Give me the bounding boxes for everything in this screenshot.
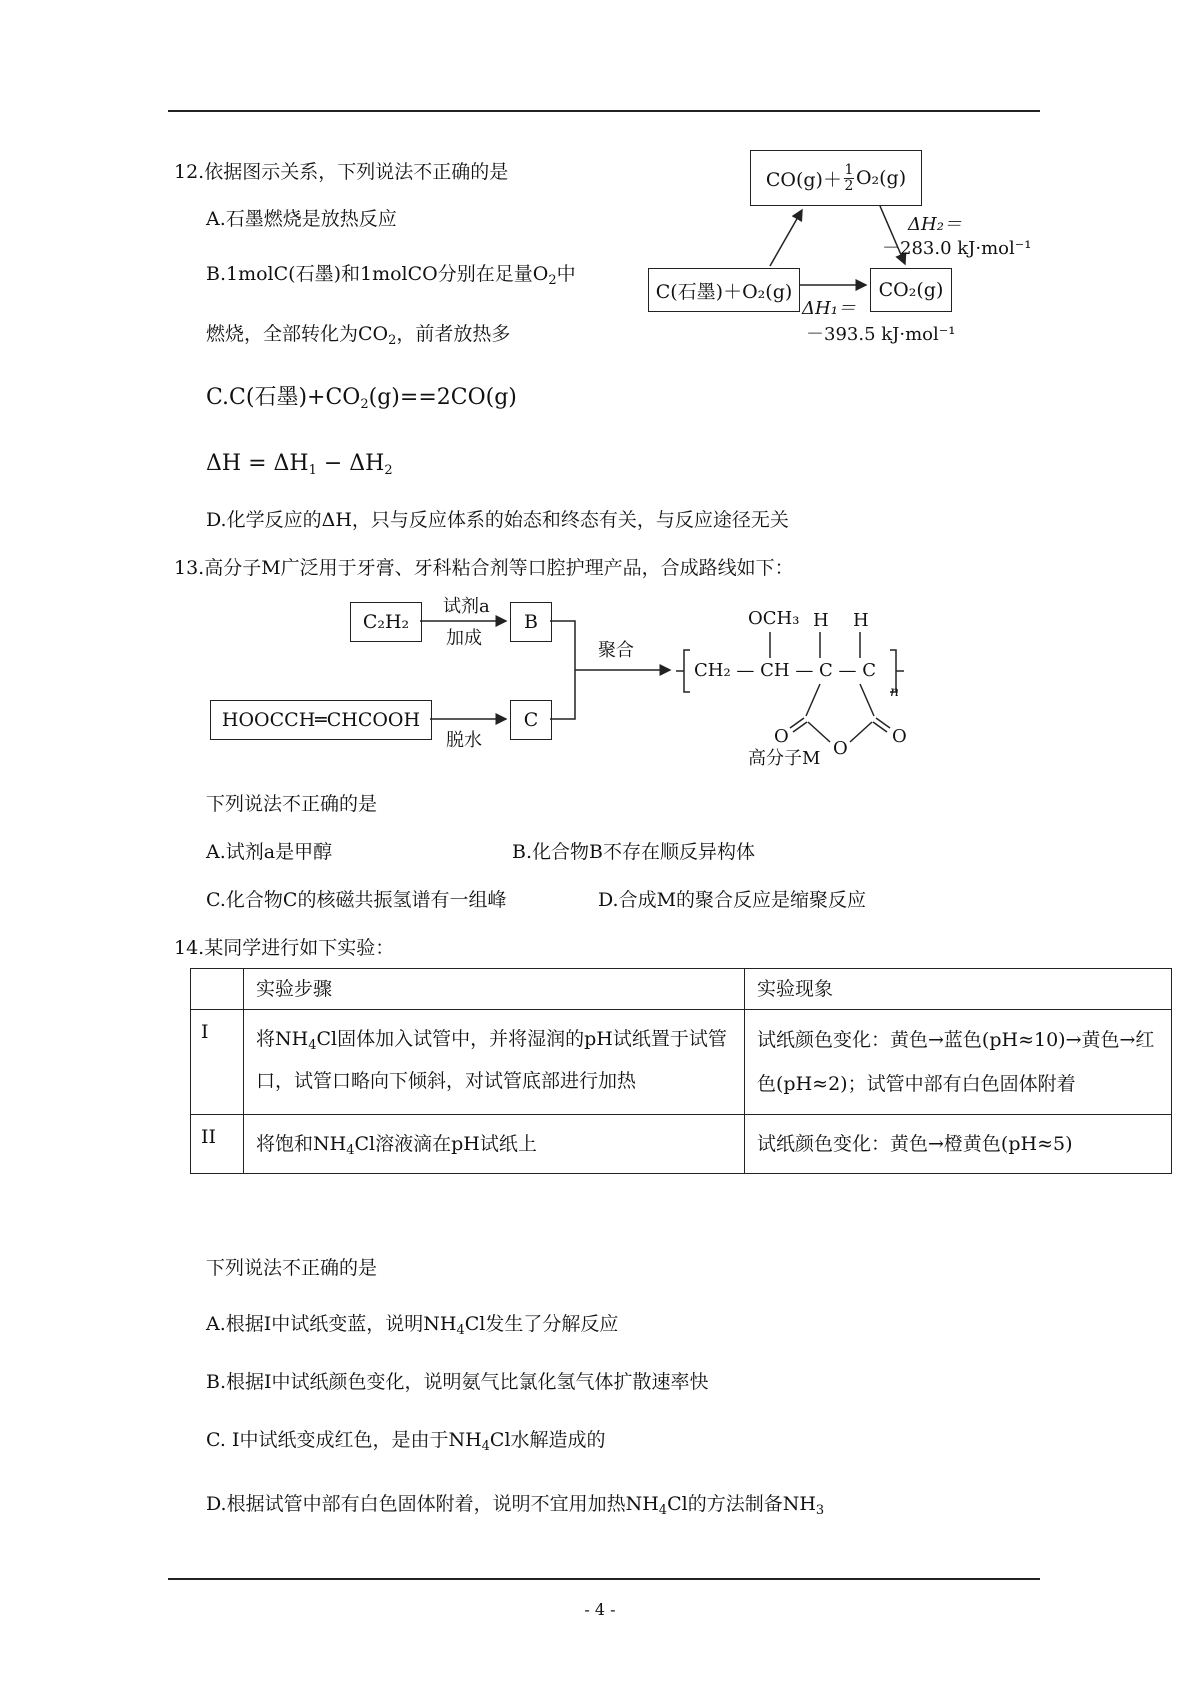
- q14-stem: 14.某同学进行如下实验：: [174, 937, 395, 959]
- table-row: [191, 1115, 1172, 1174]
- row1-number: I: [191, 1010, 244, 1115]
- polymer-name: 高分子M: [748, 748, 821, 769]
- page-number: - 4 -: [584, 1600, 616, 1619]
- q13-sub-stem: 下列说法不正确的是: [206, 793, 378, 815]
- q13-option-b: B.化合物B不存在顺反异构体: [512, 841, 755, 863]
- dh2-label: ΔH₂＝: [908, 214, 962, 235]
- header-blank: [191, 969, 244, 1010]
- row1-observation: 试纸颜色变化：黄色→蓝色(pH≈10)→黄色→红色(pH≈2)；试管中部有白色固体附着: [745, 1010, 1172, 1115]
- q14-option-c: C. I中试纸变成红色，是由于$NH_4Cl$水解造成的: [206, 1429, 606, 1454]
- q12-option-b-line2: 燃烧，全部转化为$CO_2$，前者放热多: [206, 323, 511, 348]
- q14-experiment-table: [190, 968, 1172, 1174]
- footer-rule: [168, 1578, 1040, 1580]
- q13-option-c: C.化合物C的核磁共振氢谱有一组峰: [206, 889, 507, 911]
- q12-option-b-line1: B.1molC(石墨)和1molCO分别在足量$O_2$中: [206, 263, 576, 288]
- q14-option-b: B.根据I中试纸颜色变化，说明氨气比氯化氢气体扩散速率快: [206, 1371, 709, 1393]
- polymer-chain: CH₂ — CH — C — C: [694, 660, 877, 681]
- addition-label: 加成: [446, 628, 482, 649]
- top-box: CO(g)＋ 1 2 O₂(g): [750, 150, 922, 206]
- q12-option-d: D.化学反应的ΔH，只与反应体系的始态和终态有关，与反应途径无关: [206, 509, 789, 531]
- row2-number: II: [191, 1115, 244, 1174]
- q14-sub-stem: 下列说法不正确的是: [206, 1257, 378, 1279]
- o-left: O: [774, 726, 789, 747]
- q12-option-c-line1: C.C(石墨)$+CO_2(g)==2CO(g)$: [206, 385, 517, 412]
- q14-option-a: A.根据I中试纸变蓝，说明$NH_4Cl$发生了分解反应: [206, 1313, 619, 1338]
- q13-option-d: D.合成M的聚合反应是缩聚反应: [598, 889, 867, 911]
- och3-label: OCH₃: [748, 608, 800, 629]
- q14-option-d: D.根据试管中部有白色固体附着，说明不宜用加热$NH_4Cl$的方法制备$NH_3$: [206, 1493, 825, 1518]
- q13-stem: 13.高分子M广泛用于牙膏、牙科粘合剂等口腔护理产品，合成路线如下：: [174, 557, 794, 579]
- q12-enthalpy-diagram: [640, 148, 1040, 348]
- c-box: C: [510, 700, 552, 740]
- dh1-value: －393.5 kJ·mol⁻¹: [806, 324, 956, 345]
- header-step: 实验步骤: [244, 969, 745, 1010]
- n-subscript: n: [890, 684, 900, 700]
- header-observation: 实验现象: [745, 969, 1172, 1010]
- q13-option-a: A.试剂a是甲醇: [206, 841, 333, 863]
- row2-step: 将饱和$NH_4Cl$溶液滴在pH试纸上: [244, 1115, 745, 1174]
- h-left-label: H: [813, 610, 829, 631]
- b-box: B: [510, 602, 552, 642]
- polymerize-label: 聚合: [598, 640, 634, 661]
- o-ring: O: [833, 738, 848, 759]
- table-header-row: [191, 969, 1172, 1010]
- dh1-label: ΔH₁＝: [802, 298, 856, 319]
- table-row: [191, 1010, 1172, 1115]
- q13-synthesis-diagram: [200, 592, 920, 772]
- header-rule: [168, 110, 1040, 112]
- right-box: CO₂(g): [870, 268, 952, 312]
- q12-option-c-line2: $\Delta H = \Delta H_1 - \Delta H_2$: [206, 451, 393, 478]
- acid-box: HOOCCH═CHCOOH: [210, 700, 432, 740]
- h-right-label: H: [853, 610, 869, 631]
- reagent-label: 试剂a: [443, 596, 490, 617]
- row2-observation: 试纸颜色变化：黄色→橙黄色(pH≈5): [745, 1115, 1172, 1174]
- row1-step: 将$NH_4Cl$固体加入试管中，并将湿润的pH试纸置于试管口，试管口略向下倾斜，对试管底部进行加热: [244, 1010, 745, 1115]
- q12-stem: 12.依据图示关系，下列说法不正确的是: [174, 161, 509, 183]
- c2h2-box: C₂H₂: [350, 602, 422, 642]
- o-right: O: [892, 726, 907, 747]
- q12-option-a: A.石墨燃烧是放热反应: [206, 208, 397, 230]
- dh2-value: －283.0 kJ·mol⁻¹: [882, 238, 1032, 259]
- left-box: C(石墨)＋O₂(g): [648, 268, 800, 312]
- dehydrate-label: 脱水: [446, 730, 482, 751]
